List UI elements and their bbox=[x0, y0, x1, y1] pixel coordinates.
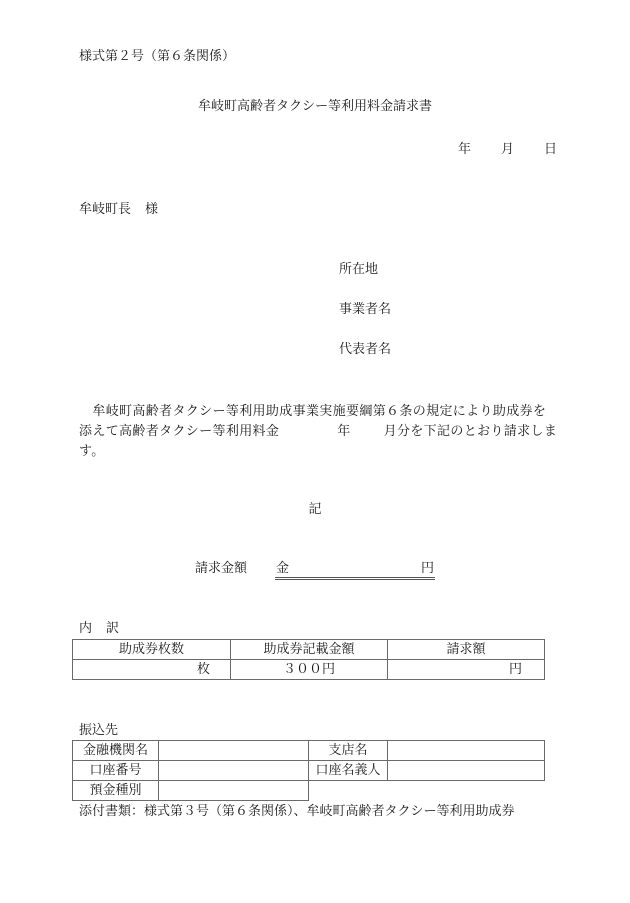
body-line-1: 牟岐町高齢者タクシー等利用助成事業実施要綱第６条の規定により助成券を bbox=[79, 404, 547, 419]
deposit-type-field[interactable] bbox=[159, 781, 309, 801]
body-line-2-part2: 月分を下記のとおり請求しま bbox=[383, 424, 558, 439]
page-title: 牟岐町高齢者タクシー等利用料金請求書 bbox=[197, 99, 432, 114]
body-line-2 bbox=[79, 422, 558, 442]
breakdown-label-part1: 内 bbox=[79, 621, 93, 636]
table-row bbox=[73, 741, 545, 761]
breakdown-label-part2: 訳 bbox=[106, 621, 120, 636]
table-header-row bbox=[73, 640, 545, 660]
date-line bbox=[458, 143, 557, 156]
empty-cell bbox=[309, 781, 545, 801]
claim-amount-suffix: 円 bbox=[420, 561, 434, 576]
transfer-destination-label: 振込先 bbox=[79, 723, 119, 738]
ki-heading: 記 bbox=[308, 502, 322, 517]
addressee-name: 牟岐町長 bbox=[79, 202, 132, 217]
breakdown-label bbox=[79, 622, 119, 635]
claim-amount-cell[interactable]: 円 bbox=[388, 660, 545, 680]
ticket-face-value-cell: ３００円 bbox=[231, 660, 388, 680]
breakdown-table bbox=[72, 639, 545, 680]
ticket-count-cell[interactable]: 枚 bbox=[73, 660, 231, 680]
account-holder-field[interactable] bbox=[388, 761, 545, 781]
addressee bbox=[79, 203, 158, 216]
account-number-label: 口座番号 bbox=[73, 761, 159, 781]
table-row bbox=[73, 761, 545, 781]
body-line-2-part1: 添えて高齢者タクシー等利用料金 bbox=[79, 424, 280, 439]
claim-amount-label: 請求金額 bbox=[195, 561, 248, 576]
body-line-3: す。 bbox=[79, 444, 105, 459]
bank-name-field[interactable] bbox=[159, 741, 309, 761]
body-line-2-year: 年 bbox=[337, 424, 351, 439]
sender-representative-label: 代表者名 bbox=[339, 342, 392, 357]
date-day-label: 日 bbox=[544, 142, 558, 157]
addressee-honorific: 様 bbox=[145, 202, 159, 217]
table-row bbox=[73, 660, 545, 680]
account-holder-label: 口座名義人 bbox=[309, 761, 388, 781]
date-year-label: 年 bbox=[458, 142, 472, 157]
branch-name-field[interactable] bbox=[388, 741, 545, 761]
header-ticket-count: 助成券枚数 bbox=[73, 640, 231, 660]
sender-business-name-label: 事業者名 bbox=[339, 302, 392, 317]
claim-amount-prefix: 金 bbox=[276, 561, 290, 576]
sender-location-label: 所在地 bbox=[339, 262, 379, 277]
header-claim-amount: 請求額 bbox=[388, 640, 545, 660]
request-body-text bbox=[79, 402, 558, 462]
attachments-note: 添付書類：様式第３号（第６条関係）、牟岐町高齢者タクシー等利用助成券 bbox=[79, 804, 515, 819]
branch-name-label: 支店名 bbox=[309, 741, 388, 761]
transfer-table bbox=[72, 740, 545, 801]
header-ticket-face-value: 助成券記載金額 bbox=[231, 640, 388, 660]
deposit-type-label: 預金種別 bbox=[73, 781, 159, 801]
table-row bbox=[73, 781, 545, 801]
bank-name-label: 金融機関名 bbox=[73, 741, 159, 761]
claim-amount-field[interactable] bbox=[275, 562, 435, 580]
account-number-field[interactable] bbox=[159, 761, 309, 781]
form-number: 様式第２号（第６条関係） bbox=[79, 49, 236, 64]
date-month-label: 月 bbox=[501, 142, 515, 157]
